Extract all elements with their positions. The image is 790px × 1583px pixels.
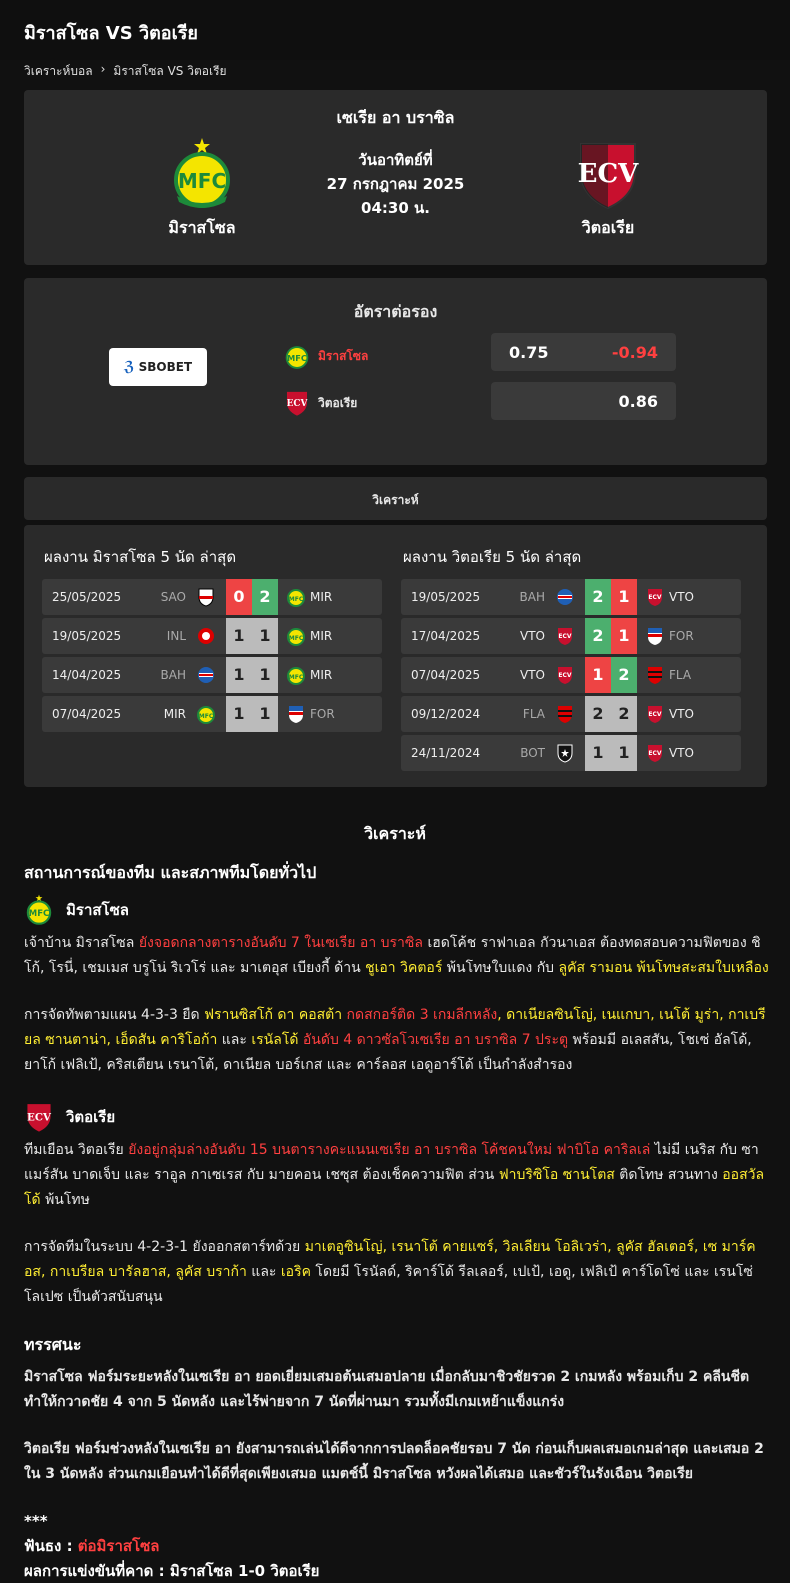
match-date: 27 กรกฎาคม 2025 (326, 175, 465, 193)
stars: *** (24, 1512, 48, 1530)
vitoria-small-icon (284, 389, 310, 417)
vitoria-crest-icon (573, 138, 643, 210)
away-form (401, 545, 741, 774)
home-crest-icon (555, 743, 575, 763)
odds-home-box[interactable] (491, 333, 676, 371)
match-day: วันอาทิตย์ที่ (358, 151, 433, 169)
away-code: MIR (310, 668, 333, 682)
home-crest-icon (196, 587, 216, 607)
form-row[interactable] (401, 735, 741, 771)
svg-text:ECV: ECV (648, 750, 662, 757)
away-crest-icon (286, 704, 306, 724)
away-crest-icon (645, 626, 665, 646)
svg-text:MFC: MFC (288, 596, 304, 603)
svg-text:ECV: ECV (648, 711, 662, 718)
odds-home-name: มิราสโซล (318, 348, 369, 363)
league-name: เซเรีย อา บราซิล (336, 108, 455, 127)
match-date: 17/04/2025 (411, 629, 481, 643)
home-score: 1 (226, 657, 252, 693)
page-title: มิราสโซล VS วิตอเรีย (0, 0, 790, 60)
home-score: 2 (585, 579, 611, 615)
away-crest-icon (645, 587, 665, 607)
sbobet-icon: ℨ (123, 359, 135, 375)
home-score: 1 (585, 735, 611, 771)
away-code: FLA (669, 668, 692, 682)
away-code: VTO (669, 707, 694, 721)
odds-away-row (284, 389, 357, 417)
bookmaker-name: SBOBET (138, 360, 193, 374)
home-crest-icon (196, 665, 216, 685)
svg-text:MFC: MFC (288, 674, 304, 681)
away-score: 1 (252, 657, 278, 693)
away-crest-icon (286, 626, 306, 646)
away-crest-icon (645, 743, 665, 763)
home-code: BAH (160, 668, 186, 682)
home-form (42, 545, 382, 735)
tip-line: ฟันธง : ต่อมิราสโซล (24, 1537, 160, 1555)
tip-value: ต่อมิราสโซล (77, 1537, 160, 1555)
match-date: 24/11/2024 (411, 746, 481, 760)
svg-text:ECV: ECV (577, 159, 639, 189)
breadcrumb (24, 62, 227, 81)
match-date: 14/04/2025 (52, 668, 122, 682)
vitoria-crest-icon (24, 1100, 54, 1134)
away-code: MIR (310, 629, 333, 643)
home-paragraph-2: การจัดทัพตามแผน 4-3-3 ยืด ฟรานซิสโก้ ดา คอสต้า กดสกอร์ติด 3 เกมลีกหลัง, ดาเนียลซินโญ่, เนแกบา, เนโต้ มูร่า, กาเบรียล ซานตาน่า, เอ็ดสัน คาริโอก้า และ เรนัลโด้ อันดับ 4 ดาวซัลโวเซเรีย อา บราซิล 7 ประตู พร้อมมี อเลสสัน, โชเซ่ อัลโด้, ยาโก้ เฟลิเป้, คริสเตียน เรนาโต้, ดาเนียล บอร์เกส และ คาร์ลอส เอดูอาร์โด้ เป็นกำลังสำรอง (24, 1007, 766, 1073)
away-code: MIR (310, 590, 333, 604)
svg-text:ECV: ECV (286, 398, 308, 409)
recent-form-card (24, 525, 767, 787)
home-code: SAO (160, 590, 186, 604)
match-date: 25/05/2025 (52, 590, 122, 604)
home-team-heading (24, 893, 769, 927)
match-date: 09/12/2024 (411, 707, 481, 721)
analysis-section-title: วิเคราะห์ (364, 824, 426, 843)
form-row[interactable] (42, 657, 382, 693)
away-code: FOR (669, 629, 694, 643)
home-code: MIR (163, 707, 186, 721)
form-row[interactable] (42, 696, 382, 732)
away-score: 2 (611, 657, 637, 693)
home-team-name: มิราสโซล (168, 218, 236, 237)
home-crest-icon (555, 704, 575, 724)
home-crest-icon (555, 665, 575, 685)
home-code: INL (166, 629, 186, 643)
home-score: 2 (585, 618, 611, 654)
odds-card (24, 278, 767, 465)
breadcrumb-separator: › (100, 62, 106, 76)
svg-text:MFC: MFC (287, 353, 307, 364)
svg-text:ECV: ECV (27, 1111, 51, 1124)
home-score: 1 (585, 657, 611, 693)
svg-text:MFC: MFC (28, 909, 50, 919)
form-row[interactable] (401, 579, 741, 615)
analysis-article (24, 860, 769, 1583)
breadcrumb-home-link[interactable]: วิเคราะห์บอล (24, 64, 93, 78)
match-time: 04:30 น. (361, 199, 430, 217)
away-code: VTO (669, 746, 694, 760)
away-price: 0.86 (618, 391, 658, 411)
form-row[interactable] (401, 618, 741, 654)
home-form-title: ผลงาน มิราสโซล 5 นัด ล่าสุด (44, 548, 237, 566)
away-score: 2 (611, 696, 637, 732)
away-paragraph-2: การจัดทีมในระบบ 4-2-3-1 ยังออกสตาร์ทด้วย มาเตอูซินโญ่, เรนาโต้ คายแซร์, วิลเลียน โอลิเวร่า, ลูคัส ฮัลเตอร์, เซ มาร์คอส, กาเบรียล บารัลฮาส, ลูคัส บราก้า และ เอริค โดยมี โรนัลด์, ริคาร์โด้ รีลเลอร์, เปเป้, เอดู, เฟลิเป้ คาร์โดโซ่ และ เรนโซ่ โลเปซ เป็นตัวสนับสนุน (24, 1239, 756, 1305)
away-crest-icon (286, 665, 306, 685)
handicap-value: 0.75 (509, 342, 549, 362)
away-score: 2 (252, 579, 278, 615)
home-paragraph-1: เจ้าบ้าน มิราสโซล ยังจอดกลางตารางอันดับ 7 ในเซเรีย อา บราซิล เฮดโค้ช ราฟาเอล กัวนาเอส ต้องทดสอบความฟิตของ ชิโก้, โรนี่, เชมเมส บรูโน่ ริเวโร่ และ มาเตอุส เบียงกี้ ด้าน ชูเอา วิคตอร์ พ้นโทษใบแดง กับ ลูคัส รามอน พ้นโทษสะสมใบเหลือง (24, 935, 769, 976)
home-code: VTO (520, 668, 545, 682)
svg-text:ECV: ECV (558, 672, 572, 679)
home-team-heading-name: มิราสโซล (66, 900, 129, 919)
home-score: 1 (226, 696, 252, 732)
away-crest-icon (286, 587, 306, 607)
away-code: VTO (669, 590, 694, 604)
home-crest-icon (196, 704, 216, 724)
home-score: 0 (226, 579, 252, 615)
home-crest-icon (555, 587, 575, 607)
match-date: 07/04/2025 (52, 707, 122, 721)
view-title: ทรรศนะ (24, 1335, 82, 1354)
home-code: BOT (520, 746, 545, 760)
svg-text:MFC: MFC (288, 635, 304, 642)
match-date: 19/05/2025 (52, 629, 122, 643)
form-row[interactable] (42, 579, 382, 615)
bookmaker-logo[interactable] (109, 348, 207, 386)
svg-text:MFC: MFC (198, 713, 214, 720)
away-score: 1 (252, 618, 278, 654)
away-paragraph-1: ทีมเยือน วิตอเรีย ยังอยู่กลุ่มล่างอันดับ 15 บนตารางคะแนนเซเรีย อา บราซิล โค้ชคนใหม่ ฟาบิโอ คาริลเล่ ไม่มี เนริส กับ ซาแมร์สัน บาดเจ็บ และ ราอูล กาเซเรส กับ มายคอน เชซุส ต้องเช็คความฟิต ส่วน ฟาบริซิโอ ซานโตส ติดโทษ สวนทาง ออสวัลโด้ พ้นโทษ (24, 1142, 765, 1208)
away-team-name: วิตอเรีย (581, 218, 635, 237)
away-crest-icon (645, 665, 665, 685)
away-team[interactable] (538, 138, 678, 241)
tab-analysis[interactable]: วิเคราะห์ (24, 477, 767, 520)
prediction-value: มิราสโซล 1-0 วิตอเรีย (169, 1562, 320, 1580)
away-score: 1 (611, 579, 637, 615)
home-crest-icon (196, 626, 216, 646)
view-paragraph-2: วิตอเรีย ฟอร์มช่วงหลังในเซเรีย อา ยังสามารถเล่นได้ดีจากการปลดล็อคชัยรอบ 7 นัด ก่อนเก็บผลเสมอเกมล่าสุด และเสมอ 2 ใน 3 นัดหลัง ส่วนเกมเยือนทำได้ดีที่สุดเพียงเสมอ แมตช์นี้ มิราสโซล หวังผลได้เสมอ และชัวร์ในรังเฉือน วิตอเรีย (24, 1441, 764, 1482)
away-score: 1 (252, 696, 278, 732)
home-code: FLA (522, 707, 545, 721)
svg-text:ECV: ECV (558, 633, 572, 640)
away-form-title: ผลงาน วิตอเรีย 5 นัด ล่าสุด (403, 548, 582, 566)
away-team-heading-name: วิตอเรีย (66, 1107, 116, 1126)
form-row[interactable] (401, 657, 741, 693)
home-code: VTO (520, 629, 545, 643)
home-score: 2 (585, 696, 611, 732)
odds-away-name: วิตอเรีย (318, 395, 358, 410)
away-team-heading (24, 1100, 769, 1134)
svg-text:ECV: ECV (648, 594, 662, 601)
article-heading: สถานการณ์ของทีม และสภาพทีมโดยทั่วไป (24, 863, 317, 882)
svg-text:MFC: MFC (177, 169, 227, 193)
prediction-line: ผลการแข่งขันที่คาด : มิราสโซล 1-0 วิตอเรีย (24, 1562, 320, 1580)
away-code: FOR (310, 707, 335, 721)
home-crest-icon (555, 626, 575, 646)
away-crest-icon (645, 704, 665, 724)
home-score: 1 (226, 618, 252, 654)
home-code: BAH (519, 590, 545, 604)
odds-home-row (284, 342, 368, 370)
mirassol-small-icon (284, 342, 310, 370)
mirassol-crest-icon (24, 893, 54, 927)
breadcrumb-current: มิราสโซล VS วิตอเรีย (113, 64, 227, 78)
view-paragraph-1: มิราสโซล ฟอร์มระยะหลังในเซเรีย อา ยอดเยี่ยมเสมอต้นเสมอปลาย เมื่อกลับมาชิวชัยรวด 2 เกมหลัง พร้อมเก็บ 2 คลีนชีต ทำให้กวาดชัย 4 จาก 5 นัดหลัง และไร้พ่ายจาก 7 นัดที่ผ่านมา รวมทั้งมีเกมเหย้าแข็งแกร่ง (24, 1369, 750, 1410)
odds-away-box[interactable] (491, 382, 676, 420)
odds-title: อัตราต่อรอง (353, 302, 438, 321)
form-row[interactable] (401, 696, 741, 732)
away-score: 1 (611, 618, 637, 654)
match-header (24, 90, 767, 265)
away-score: 1 (611, 735, 637, 771)
match-date: 19/05/2025 (411, 590, 481, 604)
match-date: 07/04/2025 (411, 668, 481, 682)
form-row[interactable] (42, 618, 382, 654)
home-price: -0.94 (611, 342, 658, 362)
